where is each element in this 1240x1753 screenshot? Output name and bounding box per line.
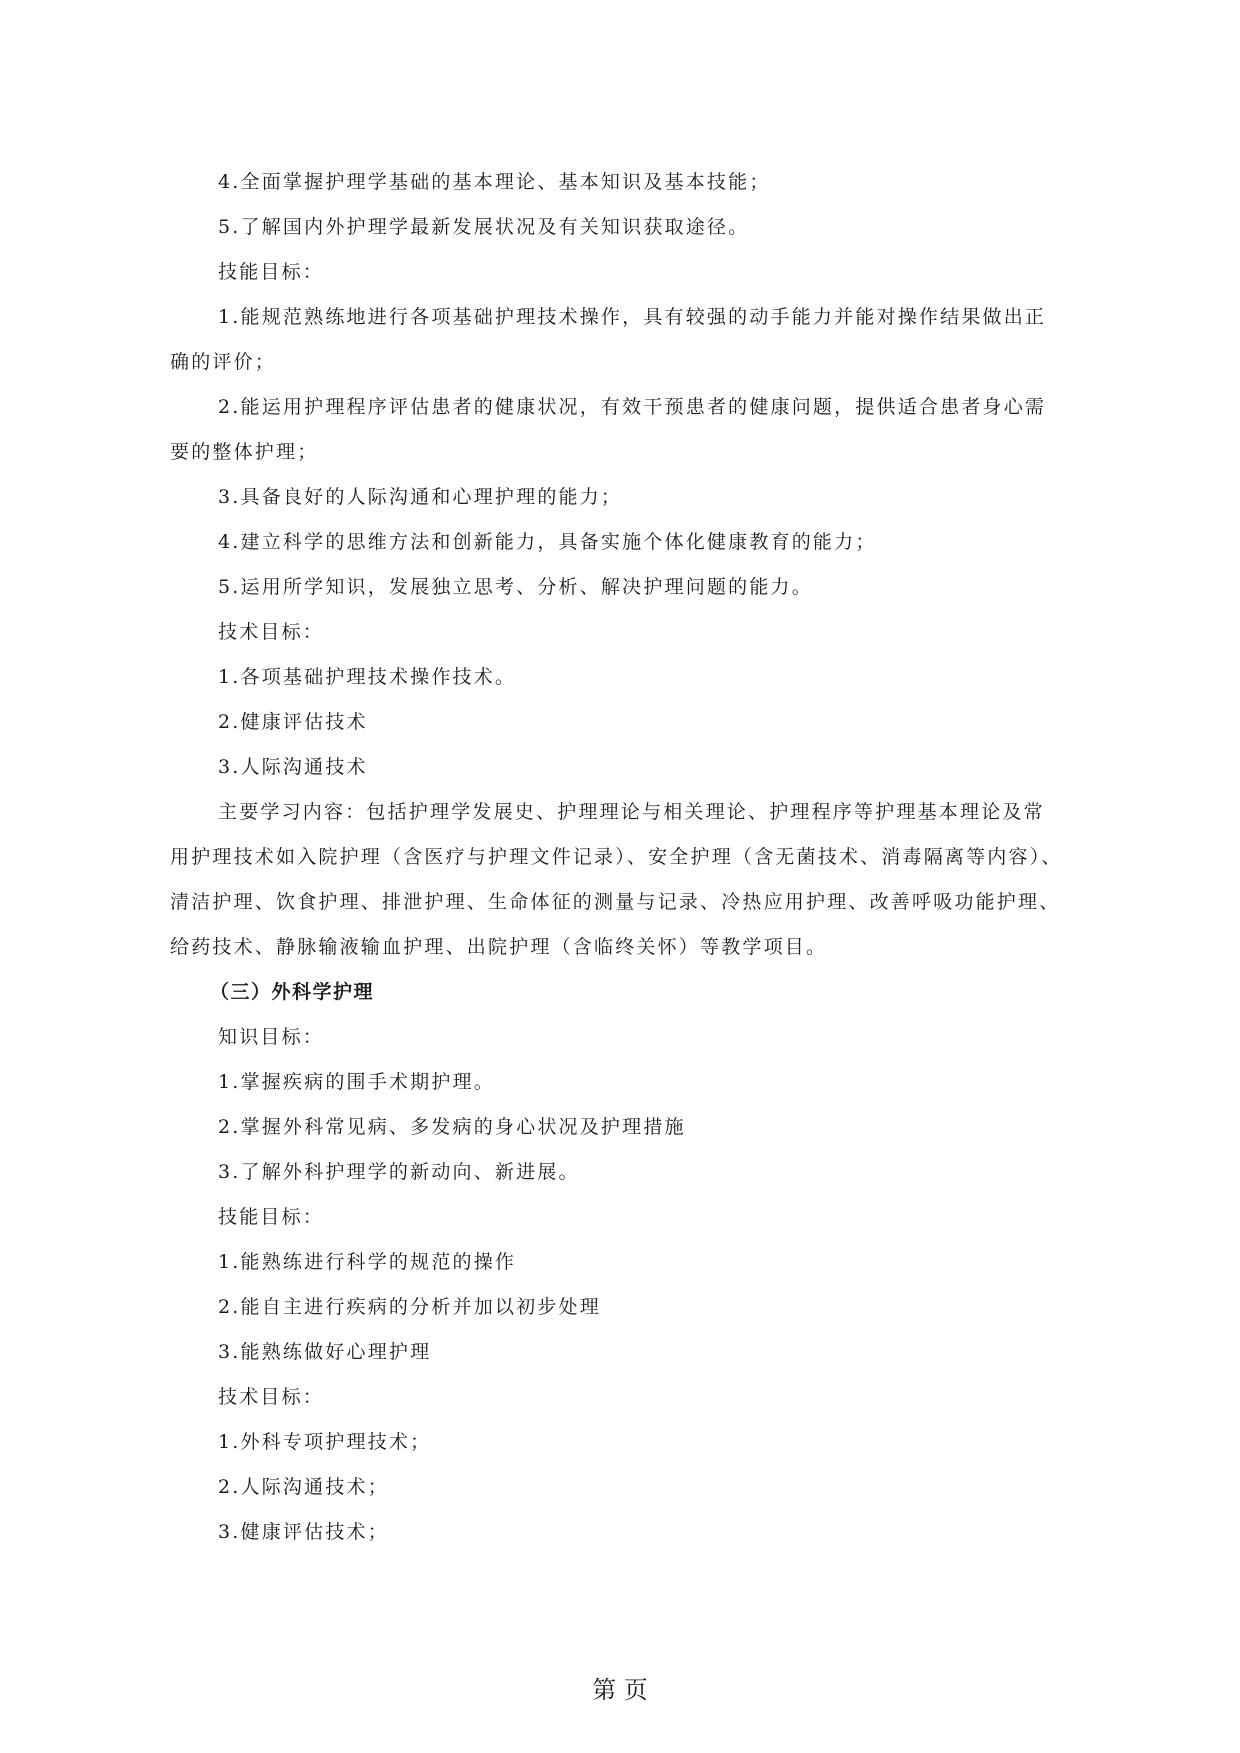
text-line: 要的整体护理； [170,441,319,463]
text-line: 4.建立科学的思维方法和创新能力，具备实施个体化健康教育的能力； [218,531,877,553]
text-line: 3.健康评估技术； [218,1521,389,1543]
text-line: 3.能熟练做好心理护理 [218,1341,432,1363]
text-line: 用护理技术如入院护理（含医疗与护理文件记录）、安全护理（含无菌技术、消毒隔离等内容）、 [170,846,1063,868]
text-line: 5.运用所学知识，发展独立思考、分析、解决护理问题的能力。 [218,576,813,598]
text-line: 5.了解国内外护理学最新发展状况及有关知识获取途径。 [218,216,750,238]
text-line: 2.人际沟通技术； [218,1476,389,1498]
text-line: 1.能熟练进行科学的规范的操作 [218,1251,517,1273]
text-line: 清洁护理、饮食护理、排泄护理、生命体征的测量与记录、冷热应用护理、改善呼吸功能护理、 [170,891,1061,913]
text-line: 1.能规范熟练地进行各项基础护理技术操作，具有较强的动手能力并能对操作结果做出正 [218,306,1047,328]
text-line: 1.各项基础护理技术操作技术。 [218,666,517,688]
text-line: 主要学习内容：包括护理学发展史、护理理论与相关理论、护理程序等护理基本理论及常 [218,801,1045,823]
subheading-knowledge-goals: 知识目标： [218,1026,325,1048]
subheading-technical-goals: 技术目标： [218,621,325,643]
text-line: 给药技术、静脉输液输血护理、出院护理（含临终关怀）等教学项目。 [170,936,828,958]
subheading-skill-goals: 技能目标： [218,261,325,283]
text-line: 2.能运用护理程序评估患者的健康状况，有效干预患者的健康问题，提供适合患者身心需 [218,396,1047,418]
section-heading-surgical-nursing: （三）外科学护理 [210,981,375,1003]
text-line: 1.掌握疾病的围手术期护理。 [218,1071,495,1093]
body-text [170,160,1082,1555]
page-number-footer: 第 页 [592,1676,648,1704]
text-line: 2.掌握外科常见病、多发病的身心状况及护理措施 [218,1116,686,1138]
text-line: 3.了解外科护理学的新动向、新进展。 [218,1161,580,1183]
subheading-technical-goals: 技术目标： [218,1386,325,1408]
text-line: 2.能自主进行疾病的分析并加以初步处理 [218,1296,601,1318]
text-line: 2.健康评估技术 [218,711,368,733]
subheading-skill-goals: 技能目标： [218,1206,325,1228]
text-line: 3.人际沟通技术 [218,756,368,778]
text-line: 4.全面掌握护理学基础的基本理论、基本知识及基本技能； [218,171,771,193]
text-line: 确的评价； [170,351,277,373]
text-line: 3.具备良好的人际沟通和心理护理的能力； [218,486,623,508]
text-line: 1.外科专项护理技术； [218,1431,432,1453]
